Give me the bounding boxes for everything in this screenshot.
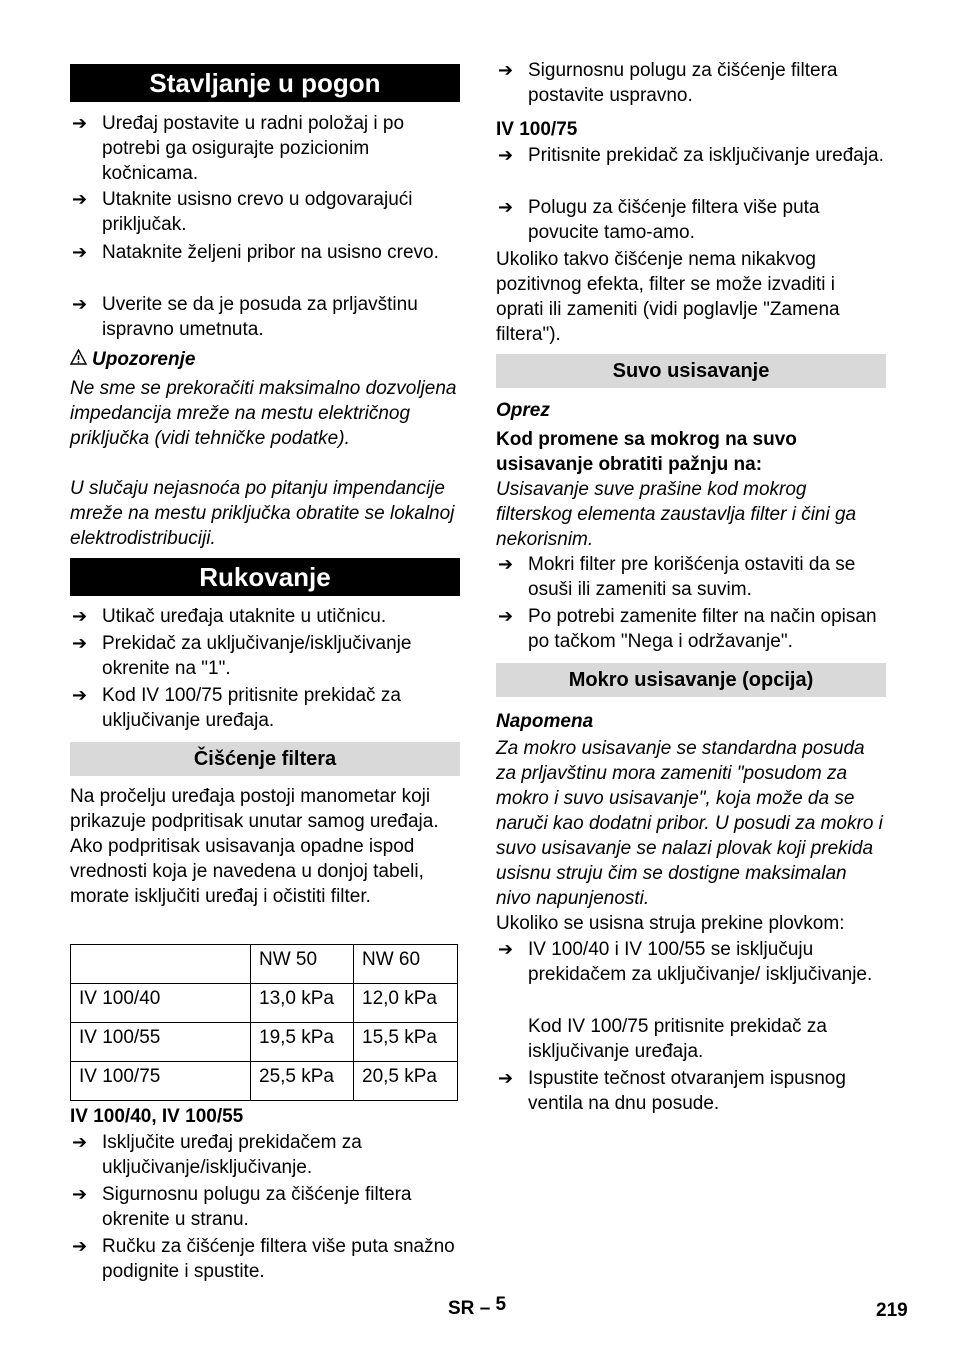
list-item: ➔ Ispustite tečnost otvaranjem ispusnog ventila na dnu posude. <box>498 1068 846 1114</box>
warning-text: Ne sme se prekoračiti maksimalno dozvoljena impedancija mreže na mestu električnog priključka (vidi tehničke podatke). <box>70 378 457 449</box>
table-row <box>71 1023 458 1062</box>
arrow-right-icon: ➔ <box>498 1068 514 1088</box>
list-item-continuation: Kod IV 100/75 pritisnite prekidač za isključivanje uređaja. <box>528 1016 827 1062</box>
arrow-right-icon: ➔ <box>72 189 88 209</box>
table-row <box>71 1062 458 1101</box>
filter-cleaning-paragraph: Na pročelju uređaja postoji manometar koji prikazuje podpritisak unutar samog uređaja. Ako podpritisak usisavanja opadne ispod vrednosti koja je navedena u donjoj tabeli, morate isključiti uređaj i očistiti filter. <box>70 786 439 907</box>
table-cell: 25,5 kPa <box>251 1062 354 1101</box>
arrow-right-icon: ➔ <box>72 1184 88 1204</box>
note-title: Napomena <box>496 711 594 732</box>
arrow-right-icon: ➔ <box>498 939 514 959</box>
arrow-right-icon: ➔ <box>498 145 514 165</box>
table-cell: 12,0 kPa <box>354 984 458 1023</box>
warning-text-2: U slučaju nejasnoća po pitanju impendancije mreže na mestu priključka obratite se lokalnoj elektrodistribuciji. <box>70 478 455 549</box>
list-item: ➔ Uverite se da je posuda za prljavštinu ispravno umetnuta. <box>72 294 418 340</box>
table-cell: 15,5 kPa <box>354 1023 458 1062</box>
model-heading: IV 100/75 <box>496 119 578 140</box>
table-cell: 20,5 kPa <box>354 1062 458 1101</box>
arrow-right-icon: ➔ <box>72 685 88 705</box>
caution-bold-text: Kod promene sa mokrog na suvo usisavanje obratiti pažnju na: <box>496 429 797 475</box>
caution-title: Oprez <box>496 400 550 421</box>
float-paragraph: Ukoliko se usisna struja prekine plovkom: <box>496 913 845 934</box>
warning-triangle-icon <box>70 347 92 372</box>
list-item: ➔ Pritisnite prekidač za isključivanje uređaja. <box>498 145 884 166</box>
arrow-right-icon: ➔ <box>72 633 88 653</box>
model-heading: IV 100/40, IV 100/55 <box>70 1106 244 1127</box>
list-item: ➔ IV 100/40 i IV 100/55 se isključuju prekidačem za uključivanje/ isključivanje. <box>498 939 873 985</box>
section-heading-operation: Rukovanje <box>70 558 460 596</box>
section-heading-commissioning: Stavljanje u pogon <box>70 64 460 102</box>
filter-note-paragraph: Ukoliko takvo čišćenje nema nikakvog pozitivnog efekta, filter se može izvaditi i oprati ili zameniti (vidi poglavlje "Zamena filtera"). <box>496 249 840 345</box>
arrow-right-icon: ➔ <box>72 113 88 133</box>
arrow-right-icon: ➔ <box>72 294 88 314</box>
table-cell: 13,0 kPa <box>251 984 354 1023</box>
subsection-heading-dry-vacuuming: Suvo usisavanje <box>496 354 886 388</box>
list-item: ➔ Utikač uređaja utaknite u utičnicu. <box>72 606 387 627</box>
list-item: ➔ Sigurnosnu polugu za čišćenje filtera postavite uspravno. <box>498 60 838 106</box>
arrow-right-icon: ➔ <box>72 242 88 262</box>
table-cell: NW 60 <box>354 945 458 984</box>
arrow-right-icon: ➔ <box>72 1236 88 1256</box>
list-item: ➔ Isključite uređaj prekidačem za uključivanje/isključivanje. <box>72 1132 362 1178</box>
arrow-right-icon: ➔ <box>498 60 514 80</box>
table-cell: NW 50 <box>251 945 354 984</box>
table-row <box>71 945 458 984</box>
subsection-heading-wet-vacuuming: Mokro usisavanje (opcija) <box>496 663 886 697</box>
list-item: ➔ Ručku za čišćenje filtera više puta snažno podignite i spustite. <box>72 1236 455 1282</box>
list-item: ➔ Sigurnosnu polugu za čišćenje filtera okrenite u stranu. <box>72 1184 412 1230</box>
warning-title: Upozorenje <box>70 347 460 372</box>
table-cell: IV 100/40 <box>71 984 251 1023</box>
list-item: ➔ Po potrebi zamenite filter na način opisan po tačkom "Nega i održavanje". <box>498 606 877 652</box>
caution-text: Usisavanje suve prašine kod mokrog filterskog elementa zaustavlja filter i čini ga nekorisnim. <box>496 479 857 550</box>
arrow-right-icon: ➔ <box>498 606 514 626</box>
table-cell: IV 100/55 <box>71 1023 251 1062</box>
arrow-right-icon: ➔ <box>72 606 88 626</box>
table-row <box>71 984 458 1023</box>
arrow-right-icon: ➔ <box>72 1132 88 1152</box>
page-number: 219 <box>876 1300 908 1321</box>
pressure-table <box>70 944 458 1101</box>
list-item: ➔ Uređaj postavite u radni položaj i po potrebi ga osigurajte pozicionim kočnicama. <box>72 113 405 184</box>
footer-section-label: SR – 5 <box>448 1294 507 1319</box>
list-item: ➔ Mokri filter pre korišćenja ostaviti da se osuši ili zameniti sa suvim. <box>498 554 856 600</box>
note-text: Za mokro usisavanje se standardna posuda za prljavštinu mora zameniti "posudom za mokro i suvo usisavanje", koja može da se naruči kao dodatni pribor. U posudi za mokro i suvo usisavanje se nalazi plovak koji prekida usisnu struju čim se dostigne maksimalan nivo napunjenosti. <box>496 738 883 909</box>
list-item: ➔ Polugu za čišćenje filtera više puta povucite tamo-amo. <box>498 197 820 243</box>
list-item: ➔ Nataknite željeni pribor na usisno crevo. <box>72 242 439 263</box>
table-cell: IV 100/75 <box>71 1062 251 1101</box>
list-item: ➔ Prekidač za uključivanje/isključivanje okrenite na "1". <box>72 633 412 679</box>
subsection-heading-filter-cleaning: Čišćenje filtera <box>70 742 460 776</box>
list-item: ➔ Kod IV 100/75 pritisnite prekidač za uključivanje uređaja. <box>72 685 401 731</box>
table-cell: 19,5 kPa <box>251 1023 354 1062</box>
arrow-right-icon: ➔ <box>498 554 514 574</box>
table-cell <box>71 945 251 984</box>
arrow-right-icon: ➔ <box>498 197 514 217</box>
list-item: ➔ Utaknite usisno crevo u odgovarajući priključak. <box>72 189 413 235</box>
